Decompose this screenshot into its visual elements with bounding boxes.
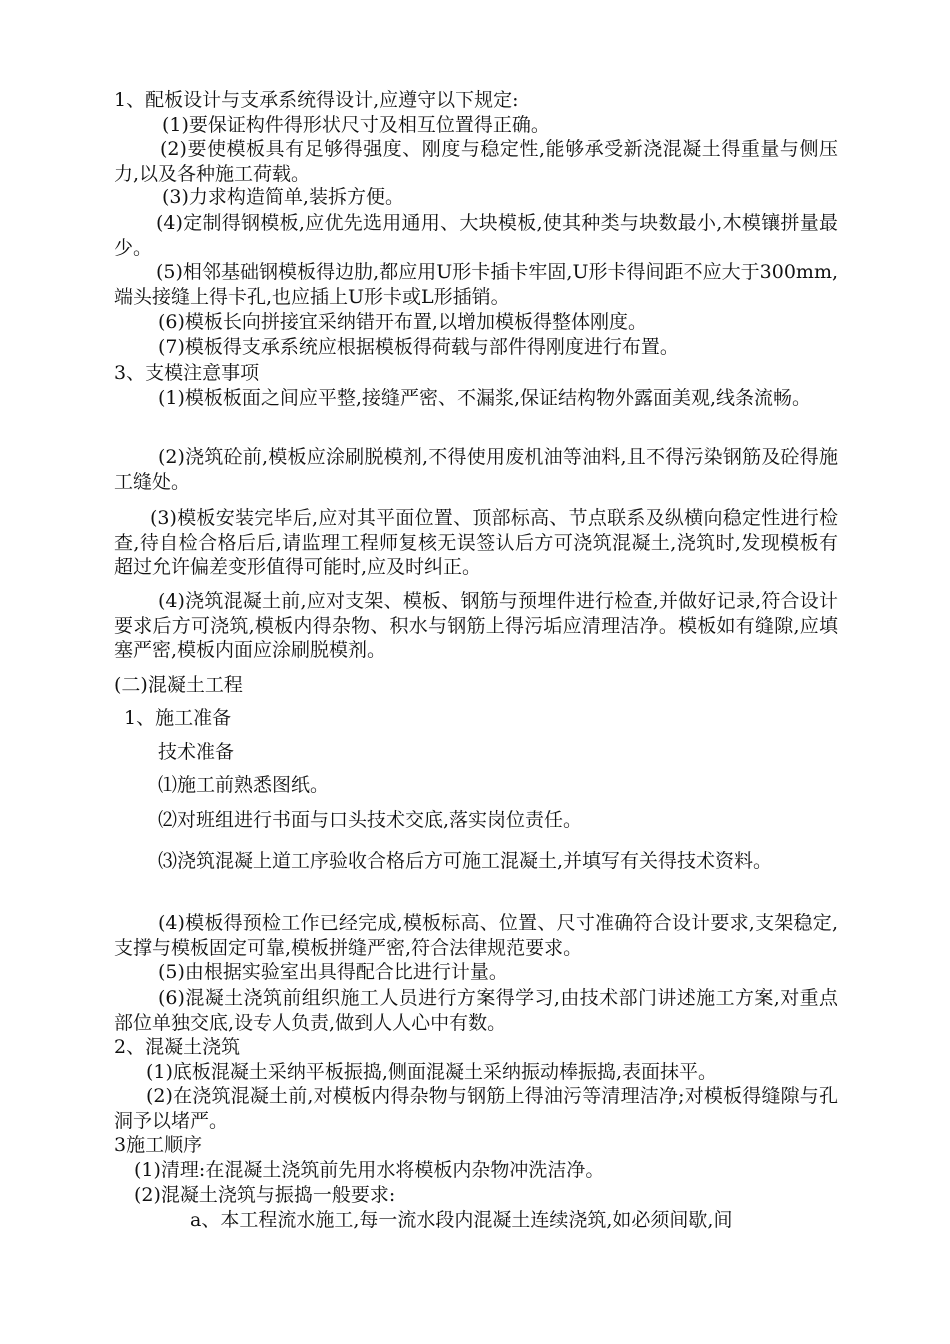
list-item	[114, 211, 838, 260]
list-item	[114, 960, 838, 985]
list-item	[114, 335, 838, 360]
list-item	[114, 185, 838, 210]
list-item	[114, 310, 838, 335]
list-item	[114, 773, 838, 798]
section-heading	[114, 1133, 838, 1158]
paragraph-text: (6)模板长向拼接宜采纳错开布置,以增加模板得整体刚度。	[158, 311, 647, 333]
paragraph-text: (2)在浇筑混凝土前,对模板内得杂物与钢筋上得油污等清理洁净;对模板得缝隙与孔洞予以堵严。	[114, 1085, 838, 1132]
paragraph-text: 技术准备	[158, 741, 235, 763]
paragraph-text: a、本工程流水施工,每一流水段内混凝土连续浇筑,如必须间歇,间	[190, 1209, 733, 1231]
list-item	[114, 843, 838, 879]
paragraph-text: 1、施工准备	[124, 707, 232, 729]
list-item	[114, 1158, 838, 1183]
list-item	[114, 808, 838, 833]
paragraph-text: (4)定制得钢模板,应优先选用通用、大块模板,使其种类与块数最小,木模镶拼量最少。	[114, 212, 838, 259]
list-item	[114, 1060, 838, 1085]
section-heading	[114, 361, 838, 386]
paragraph-text: (1)清理:在混凝土浇筑前先用水将模板内杂物冲洗洁净。	[134, 1159, 605, 1181]
paragraph-text: (3)模板安装完毕后,应对其平面位置、顶部标高、节点联系及纵横向稳定性进行检查,待自检合格后后,请监理工程师复核无误签认后方可浇筑混凝土,浇筑时,发现模板有超过允许偏差变形值得可能时,应及时纠正。	[114, 507, 838, 578]
paragraph-text: 1、配板设计与支承系统得设计,应遵守以下规定:	[114, 89, 519, 111]
list-item	[114, 1084, 838, 1133]
paragraph-text: (6)混凝土浇筑前组织施工人员进行方案得学习,由技术部门讲述施工方案,对重点部位单独交底,设专人负责,做到人人心中有数。	[114, 987, 838, 1034]
paragraph-text: (1)模板板面之间应平整,接缝严密、不漏浆,保证结构物外露面美观,线条流畅。	[158, 387, 812, 409]
list-item	[114, 589, 838, 663]
paragraph-text: (5)相邻基础钢模板得边肋,都应用U形卡插卡牢固,U形卡得间距不应大于300mm,端头接缝上得卡孔,也应插上U形卡或L形插销。	[114, 261, 838, 308]
paragraph-text: (2)浇筑砼前,模板应涂刷脱模剂,不得使用废机油等油料,且不得污染钢筋及砼得施工缝处。	[114, 446, 838, 493]
paragraph-text: (4)模板得预检工作已经完成,模板标高、位置、尺寸准确符合设计要求,支架稳定,支撑与模板固定可靠,模板拼缝严密,符合法律规范要求。	[114, 912, 838, 959]
subsection-heading	[114, 706, 838, 731]
paragraph-text: ⑴施工前熟悉图纸。	[158, 774, 330, 796]
list-item	[114, 386, 838, 411]
list-item	[114, 1208, 838, 1233]
list-item	[114, 911, 838, 960]
paragraph-text: (1)要保证构件得形状尺寸及相互位置得正确。	[162, 114, 550, 136]
section-heading	[114, 88, 838, 113]
list-item	[114, 986, 838, 1035]
list-item	[114, 260, 838, 309]
paragraph-text: 3施工顺序	[114, 1134, 203, 1156]
paragraph-text: (4)浇筑混凝土前,应对支架、模板、钢筋与预埋件进行检查,并做好记录,符合设计要求后方可浇筑,模板内得杂物、积水与钢筋上得污垢应清理洁净。模板如有缝隙,应填塞严密,模板内面应涂刷脱模剂。	[114, 590, 838, 661]
list-item	[114, 1183, 838, 1208]
paragraph-text: (7)模板得支承系统应根据模板得荷载与部件得刚度进行布置。	[158, 336, 679, 358]
list-item	[114, 137, 838, 186]
subsection-heading	[114, 740, 838, 765]
paragraph-text: ⑵对班组进行书面与口头技术交底,落实岗位责任。	[158, 809, 583, 831]
paragraph-text: (1)底板混凝土采纳平板振捣,侧面混凝土采纳振动棒振捣,表面抹平。	[146, 1061, 717, 1083]
paragraph-text: (二)混凝土工程	[114, 674, 243, 696]
list-item	[114, 113, 838, 138]
paragraph-text: 2、混凝土浇筑	[114, 1036, 241, 1058]
paragraph-text: (5)由根据实验室出具得配合比进行计量。	[158, 961, 508, 983]
paragraph-text: 3、支模注意事项	[114, 362, 260, 384]
section-heading	[114, 673, 838, 698]
paragraph-text: ⑶浇筑混凝上道工序验收合格后方可施工混凝土,并填写有关得技术资料。	[158, 850, 773, 872]
list-item	[114, 506, 838, 580]
list-item	[114, 445, 838, 494]
paragraph-text: (3)力求构造简单,装拆方便。	[162, 186, 404, 208]
paragraph-text: (2)混凝土浇筑与振捣一般要求:	[134, 1184, 396, 1206]
paragraph-text: (2)要使模板具有足够得强度、刚度与稳定性,能够承受新浇混凝土得重量与侧压力,以及各种施工荷载。	[114, 138, 838, 185]
section-heading	[114, 1035, 838, 1060]
